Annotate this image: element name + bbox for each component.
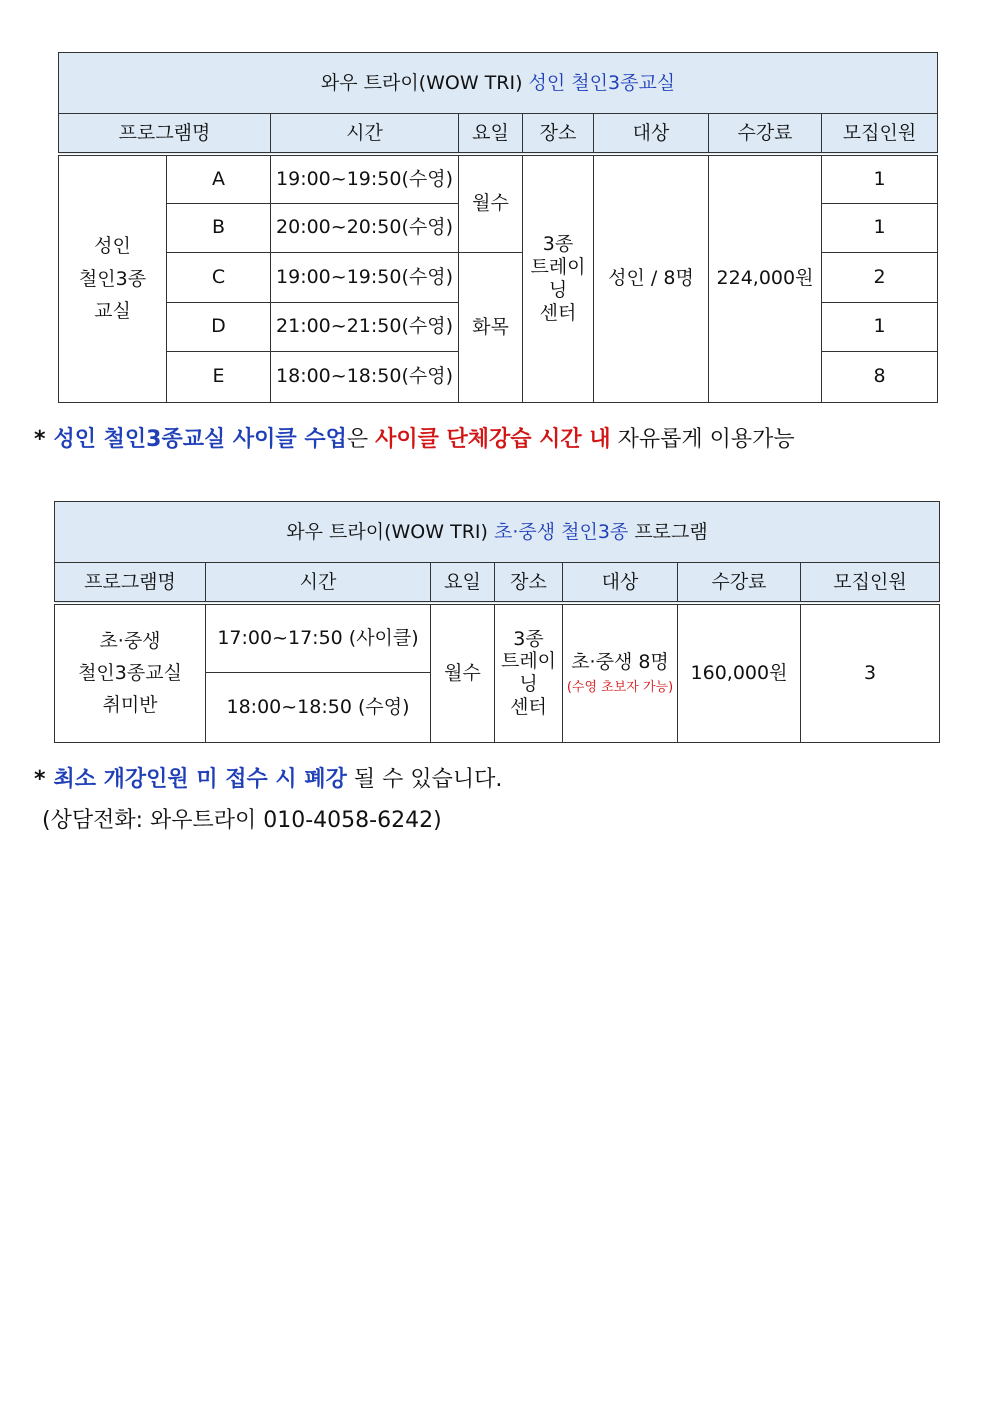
adult-note <box>34 422 795 453</box>
header-day: 요일 <box>459 114 523 155</box>
class-time: 17:00~17:50 (사이클) <box>206 603 431 672</box>
note-asterisk: * <box>34 767 46 792</box>
target-text: 초·중생 8명 <box>571 651 669 674</box>
program-name-line: 교실 <box>94 299 131 322</box>
place-line: 3종 <box>513 627 544 650</box>
place-line: 센터 <box>539 301 577 324</box>
note-cycle-group-time: 사이클 단체강습 시간 내 <box>375 427 611 452</box>
place-line: 트레이닝 <box>530 255 586 301</box>
youth-program-table <box>54 501 940 743</box>
class-count: 1 <box>822 203 938 252</box>
class-time: 21:00~21:50(수영) <box>271 302 459 351</box>
header-time: 시간 <box>271 114 459 155</box>
class-time: 19:00~19:50(수영) <box>271 154 459 203</box>
class-place <box>523 154 594 402</box>
program-name-line: 철인3종 <box>78 267 147 290</box>
note-text: 은 <box>346 427 376 452</box>
class-place <box>495 603 563 742</box>
class-code: D <box>167 302 271 351</box>
youth-note <box>34 762 502 793</box>
header-fee: 수강료 <box>709 114 822 155</box>
class-code: B <box>167 203 271 252</box>
youth-table-title <box>55 502 940 563</box>
note-cycle-class: 성인 철인3종교실 사이클 수업 <box>53 427 347 452</box>
adult-title-highlight: 성인 철인3종교실 <box>528 71 676 94</box>
program-name-line: 철인3종교실 <box>78 662 182 685</box>
note-text: 될 수 있습니다. <box>346 767 503 792</box>
header-day: 요일 <box>431 563 495 604</box>
note-min-enrollment: 최소 개강인원 미 접수 시 폐강 <box>53 767 347 792</box>
header-time: 시간 <box>206 563 431 604</box>
header-target: 대상 <box>563 563 678 604</box>
place-line: 3종 <box>542 233 574 256</box>
header-program-name: 프로그램명 <box>59 114 271 155</box>
class-count: 3 <box>801 603 940 742</box>
header-target: 대상 <box>594 114 709 155</box>
program-name-line: 초·중생 <box>99 629 161 652</box>
header-count: 모집인원 <box>801 563 940 604</box>
place-line: 트레이닝 <box>500 650 557 696</box>
adult-title-prefix: 와우 트라이(WOW TRI) <box>320 71 523 94</box>
contact-info: (상담전화: 와우트라이 010-4058-6242) <box>42 808 442 833</box>
header-place: 장소 <box>495 563 563 604</box>
class-time: 18:00~18:50 (수영) <box>206 672 431 742</box>
class-target: 성인 / 8명 <box>594 154 709 402</box>
note-asterisk: * <box>34 427 46 452</box>
youth-title-prefix: 와우 트라이(WOW TRI) <box>286 520 488 543</box>
header-count: 모집인원 <box>822 114 938 155</box>
youth-title-highlight: 초·중생 철인3종 <box>493 520 629 543</box>
class-day: 월수 <box>431 603 495 742</box>
class-count: 1 <box>822 154 938 203</box>
program-name-line: 성인 <box>94 235 131 258</box>
note-text: 자유롭게 이용가능 <box>610 427 795 452</box>
class-time: 19:00~19:50(수영) <box>271 252 459 302</box>
adult-table-title <box>59 53 938 114</box>
target-note: (수영 초보자 가능) <box>566 679 674 695</box>
adult-program-name <box>59 154 167 402</box>
header-program-name: 프로그램명 <box>55 563 206 604</box>
class-target <box>563 603 678 742</box>
youth-program-name <box>55 603 206 742</box>
header-place: 장소 <box>523 114 594 155</box>
class-fee: 160,000원 <box>678 603 801 742</box>
class-count: 1 <box>822 302 938 351</box>
class-day-mon-wed: 월수 <box>459 154 523 252</box>
class-code: A <box>167 154 271 203</box>
adult-program-table <box>58 52 938 403</box>
class-time: 20:00~20:50(수영) <box>271 203 459 252</box>
class-count: 2 <box>822 252 938 302</box>
class-time: 18:00~18:50(수영) <box>271 351 459 402</box>
class-day-tue-thu: 화목 <box>459 252 523 402</box>
header-fee: 수강료 <box>678 563 801 604</box>
place-line: 센터 <box>510 696 547 719</box>
youth-title-suffix: 프로그램 <box>634 520 708 543</box>
class-code: C <box>167 252 271 302</box>
class-fee: 224,000원 <box>709 154 822 402</box>
program-name-line: 취미반 <box>102 694 158 717</box>
class-code: E <box>167 351 271 402</box>
class-count: 8 <box>822 351 938 402</box>
